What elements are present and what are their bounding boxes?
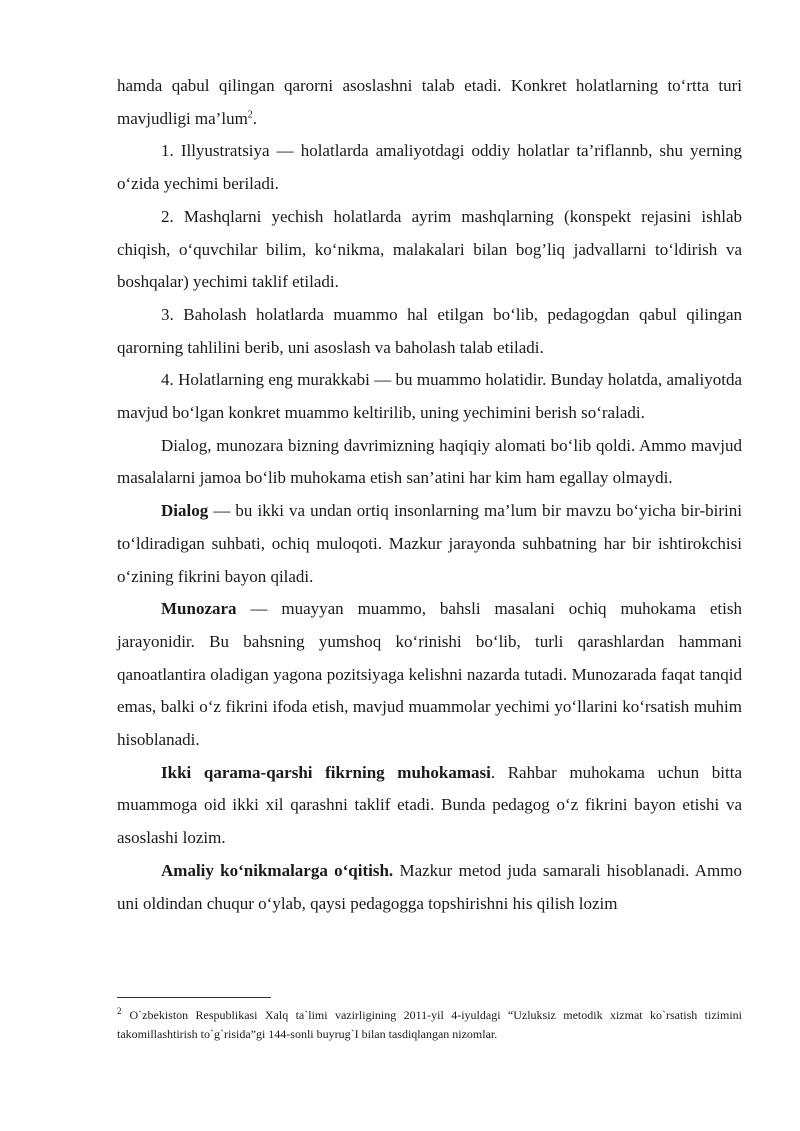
paragraph-text: — muayyan muammo, bahsli masalani ochiq muhokama etish jarayonidir. Bu bahsning yumshoq ko‘rinishi bo‘lib, turli qarashlardan hammani qanoatlantira oladigan yagona pozitsiyaga kelishni nazarda tutadi. Munozarada faqat tanqid emas, balki o‘z fikrini ifoda etish, mavjud muammolar yechimi yo‘llarini ko‘rsatish muhim hisoblanadi. bbox=[117, 599, 742, 750]
paragraph-text: — bu ikki va undan ortiq insonlarning ma’lum bir mavzu bo‘yicha bir-birini to‘ldiradigan suhbati, ochiq muloqoti. Mazkur jarayonda suhbatning har bir ishtirokchisi o‘zining fikrini bayon qiladi. bbox=[117, 501, 742, 586]
paragraph-illustration: 1. Illyustratsiya — holatlarda amaliyotdagi oddiy holatlar ta’riflannb, shu yerning o‘zida yechimi beriladi. bbox=[117, 141, 742, 194]
paragraph-text: hamda qabul qilingan qarorni asoslashni talab etadi. Konkret holatlarning to‘rtta turi mavjudligi ma’lum bbox=[117, 76, 742, 128]
paragraph-practical-skills bbox=[117, 855, 742, 920]
paragraph-problem: 4. Holatlarning eng murakkabi — bu muammo holatidir. Bunday holatda, amaliyotda mavjud bo‘lgan konkret muammo keltirilib, uning yechimini berish so‘raladi. bbox=[117, 370, 742, 423]
paragraph-dialog-definition bbox=[117, 495, 742, 593]
body-text bbox=[117, 70, 742, 920]
paragraph-evaluation: 3. Baholash holatlarda muammo hal etilgan bo‘lib, pedagogdan qabul qilingan qarorning tahlilini berib, uni asoslash va baholash talab etiladi. bbox=[117, 304, 742, 357]
paragraph-text: . Rahbar muhokama uchun bitta muammoga oid ikki xil qarashni taklif etadi. Bunda pedagog o‘z fikrini bayon etishi va asoslashi lozim. bbox=[117, 762, 743, 848]
footnote bbox=[117, 1002, 742, 1044]
footnote-text: O`zbekiston Respublikasi Xalq ta`limi vazirligining 2011-yil 4-iyuldagi “Uzluksiz metodik xizmat ko`rsatish tizimini takomillashtirish to`g`risida”gi 144-sonli buyrug`I bilan tasdiqlangan nizomlar. bbox=[117, 1008, 742, 1041]
paragraph-text: Mazkur metod juda samarali hisoblanadi. Ammo uni oldindan chuqur o‘ylab, qaysi pedagogga topshirishni his qilish lozim bbox=[117, 860, 742, 913]
paragraph-munozara-definition bbox=[117, 593, 742, 757]
term-practical-skills: Amaliy ko‘nikmalarga o‘qitish. bbox=[161, 860, 394, 880]
paragraph-continuation bbox=[117, 70, 742, 135]
footnote-reference: 2 bbox=[247, 109, 253, 121]
term-dialog: Dialog bbox=[161, 501, 209, 521]
footnote-divider bbox=[117, 997, 271, 998]
term-munozara: Munozara bbox=[161, 599, 237, 619]
paragraph-dialog-intro: Dialog, munozara bizning davrimizning haqiqiy alomati bo‘lib qoldi. Ammo mavjud masalalarni jamoa bo‘lib muhokama etish san’atini har kim ham egallay olmaydi. bbox=[117, 435, 742, 488]
paragraph-two-views bbox=[117, 757, 742, 855]
footnote-mark: 2 bbox=[117, 1006, 122, 1016]
paragraph-text: . bbox=[252, 108, 258, 128]
paragraph-exercises: 2. Mashqlarni yechish holatlarda ayrim mashqlarning (konspekt rejasini ishlab chiqish, o‘quvchilar bilim, ko‘nikma, malakalari bilan bog’liq jadvallarni to‘ldirish va boshqalar) yechimi taklif etiladi. bbox=[117, 206, 742, 292]
term-two-views: Ikki qarama-qarshi fikrning muhokamasi bbox=[161, 762, 491, 782]
